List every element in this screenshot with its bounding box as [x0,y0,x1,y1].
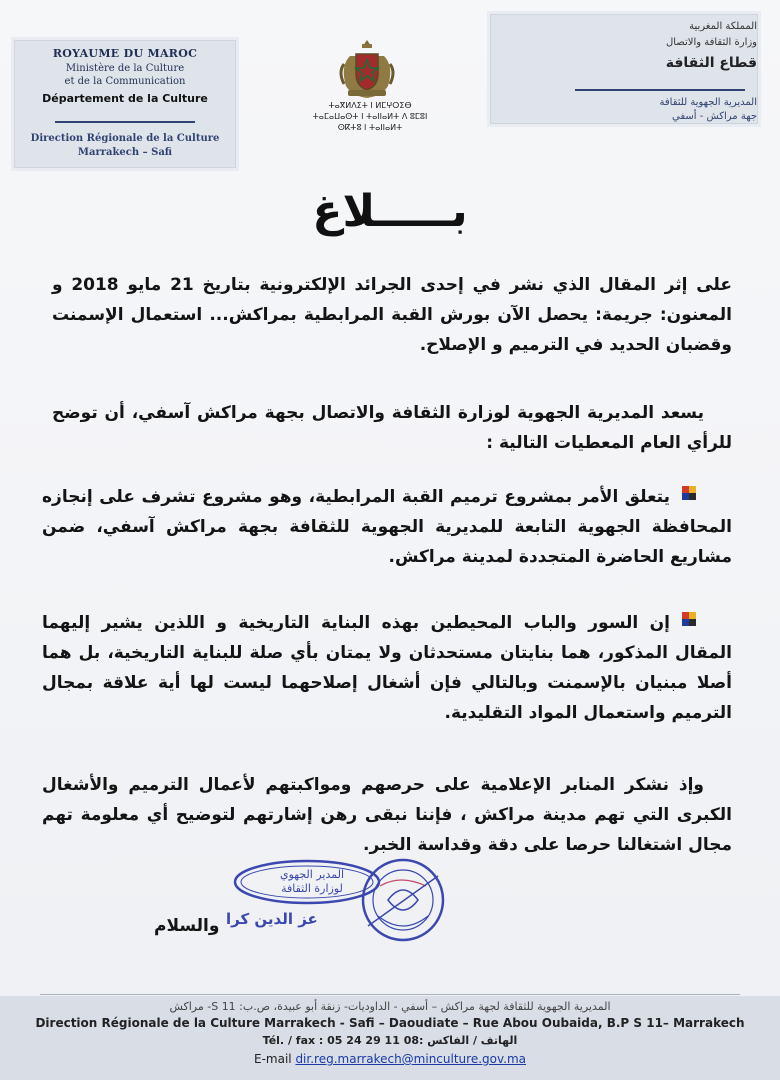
email-label: E-mail [253,1052,292,1066]
footer-divider [40,994,740,995]
header-right-box [490,14,758,124]
emblem-caption-tifinagh [300,100,440,133]
paragraph-intro: على إثر المقال الذي نشر في إحدى الجرائد الإلكترونية بتاريخ 21 مايو 2018 و المعنون: جريمة: يحصل الآن بورش القبة المرابطية بمراكش... استعمال الإسمنت وقضبان الحديد في الترميم و الإصلاح. [52,275,732,355]
department-fr: Département de la Culture [42,92,208,105]
ministry-fr-2: et de la Communication [64,76,186,87]
page-title: بـــــلاغ [312,186,468,237]
email-link[interactable]: dir.reg.marrakech@minculture.gov.ma [295,1052,527,1066]
sector-ar: قطاع الثقافة [665,55,757,71]
paragraph-closing: وإذ نشكر المنابر الإعلامية على حرصهم ومواكبتهم لأعمال الترميم والأشغال الكبرى التي تهم مدينة مراكش ، فإننا نبقى رهن إشارتهم لتوضيح أي معلومة تهم مجال اشتغالنا حرصا على دقة وقداسة الخبر. [42,775,732,855]
region-fr: Marrakech – Safi [77,147,173,158]
direction-ar: المديرية الجهوية للثقافة [659,97,757,108]
round-seal-icon [358,856,448,944]
emblem-caption-line: ⵙⴽⵜⵓ ⵏ ⵜⴰⵏⵏⴰⵍⵜ [337,123,403,132]
stamp-oval-line1: المدير الجهوي [279,868,345,881]
kingdom-ar: المملكة المغربية [689,21,757,32]
signer-name: عز الدين كرا [226,910,318,928]
ministry-ar: وزارة الثقافة والاتصال [665,37,757,48]
header-right-divider [575,89,745,91]
kingdom-fr: ROYAUME DU MAROC [52,47,198,60]
header-left-box [14,40,236,168]
ministry-fr-1: Ministère de la Culture [65,63,185,74]
closing-salutation: والسلام [154,916,220,936]
coat-of-arms-icon [334,36,400,100]
emblem-caption-line: ⵜⴰⵎⴰⵡⴰⵙⵜ ⵏ ⵜⴰⵏⵏⴰⵍⵜ ⴷ ⵓⵎⵓⵏ [312,112,428,121]
footer-address-fr: Direction Régionale de la Culture Marrakech - Safi – Daoudiate – Rue Abou Oubaida, B.P S 11– Marrakech [35,1016,745,1030]
header-left-divider [55,121,195,123]
footer-address-ar: المديرية الجهوية للثقافة لجهة مراكش – أسفي - الداوديات- زنقة أبو عبيدة، ص.ب: 11 S- مراكش [169,1000,611,1013]
stamp-oval-line2: لوزارة الثقافة [281,882,343,895]
footer-phone: Tél. / fax : 05 24 29 11 08: الهاتف / الفاكس [262,1034,518,1047]
paragraph-point-2: إن السور والباب المحيطين بهذه البناية التاريخية و اللذين يشير إليهما المقال المذكور، هما بنايتان مستحدثان ولا يمتان بأي صلة للبناية التاريخية، بل هما أصلا مبنيان بالإسمنت وبالتالي فإن أشغال إصلاحهما ليست لها أية علاقة بمجال الترميم واستعمال المواد التقليدية. [42,613,732,723]
paragraph-statement: يسعد المديرية الجهوية لوزارة الثقافة والاتصال بجهة مراكش آسفي، أن توضح للرأي العام المعطيات التالية : [52,403,732,453]
region-ar: جهة مراكش - أسفي [671,111,757,122]
paragraph-point-1: يتعلق الأمر بمشروع ترميم القبة المرابطية، وهو مشروع تشرف على إنجازه المحافظة الجهوية التابعة للمديرية الجهوية للثقافة بجهة مراكش آسفي، ضمن مشاريع الحاضرة المتجددة لمدينة مراكش. [42,487,732,567]
footer-email-row [0,1052,780,1066]
direction-fr: Direction Régionale de la Culture [30,133,220,144]
emblem-caption-line: ⵜⴰⴳⵍⴷⵉⵜ ⵏ ⵍⵎⵖⵔⵉⴱ [328,101,412,110]
